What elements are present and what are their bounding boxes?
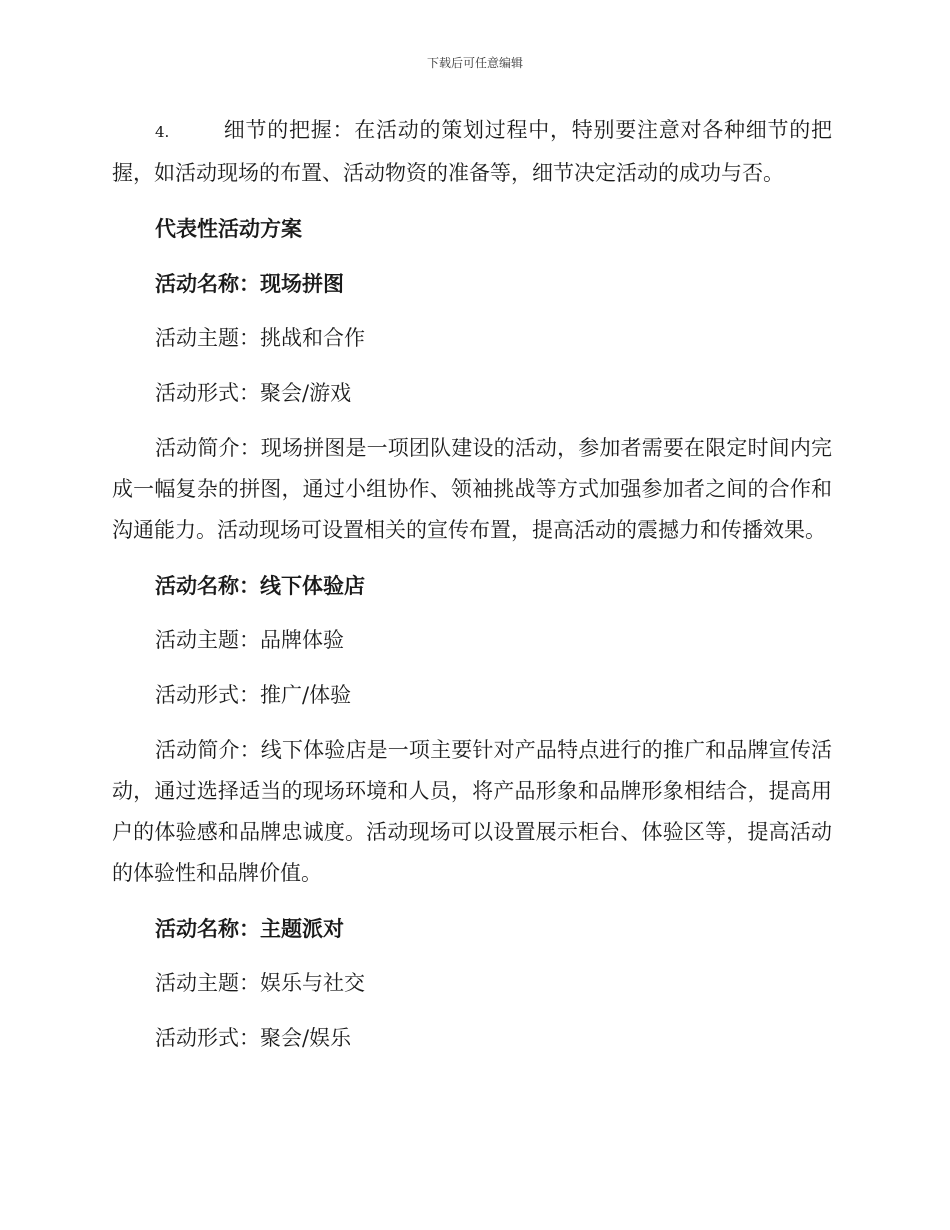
activity-2-theme: 活动主题：品牌体验 — [155, 628, 344, 652]
intro-text: 细节的把握：在活动的策划过程中，特别要注意对各种细节的把握，如活动现场的布置、活动物资的准备等，细节决定活动的成功与否。 — [112, 118, 832, 185]
page-header-note: 下载后可任意编辑 — [426, 56, 523, 70]
activity-3-format: 活动形式：聚会/娱乐 — [155, 1026, 352, 1050]
activity-1-format: 活动形式：聚会/游戏 — [155, 381, 352, 405]
activity-1-intro: 活动简介：现场拼图是一项团队建设的活动，参加者需要在限定时间内完成一幅复杂的拼图，通过小组协作、领袖挑战等方式加强参加者之间的合作和沟通能力。活动现场可设置相关的宣传布置，提高活动的震撼力和传播效果。 — [112, 436, 832, 542]
activity-3-theme: 活动主题：娱乐与社交 — [155, 971, 365, 995]
activity-2-intro: 活动简介：线下体验店是一项主要针对产品特点进行的推广和品牌宣传活动，通过选择适当的现场环境和人员，将产品形象和品牌形象相结合，提高用户的体验感和品牌忠诚度。活动现场可以设置展示柜台、体验区等，提高活动的体验性和品牌价值。 — [112, 738, 832, 885]
activity-3-name: 活动名称：主题派对 — [155, 916, 344, 941]
activity-1-name: 活动名称：现场拼图 — [155, 271, 344, 296]
activity-2-name: 活动名称：线下体验店 — [155, 573, 365, 598]
activity-2-format: 活动形式：推广/体验 — [155, 683, 352, 707]
activity-1-theme: 活动主题：挑战和合作 — [155, 326, 365, 350]
intro-paragraph — [112, 110, 832, 194]
section-title: 代表性活动方案 — [155, 216, 302, 241]
document-body — [112, 110, 832, 1073]
list-number: 4. — [155, 123, 170, 141]
